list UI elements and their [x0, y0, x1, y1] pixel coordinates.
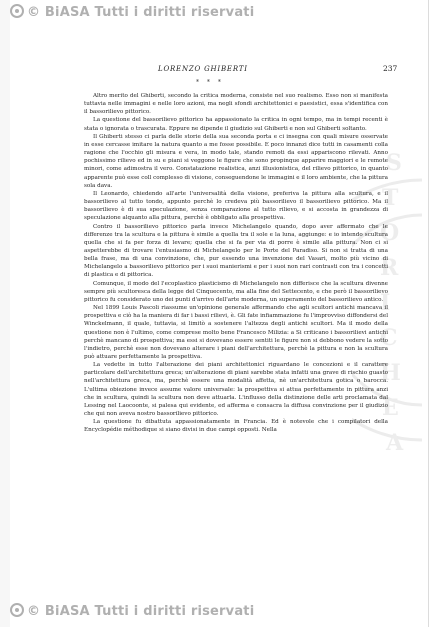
copyright-logo-icon	[10, 4, 24, 18]
svg-text:H: H	[380, 360, 401, 386]
section-separator: * * *	[196, 79, 224, 86]
svg-text:O: O	[380, 220, 400, 246]
copyright-banner-top	[0, 0, 431, 26]
paragraph: La questione del bassorilievo pittorico ha appassionato la critica in ogni tempo, ma in tempi recenti è stata o ignorata o trascurata. Eppure ne dipende il giudizio sul Ghiberti e non sul Ghiberti soltanto.	[84, 117, 388, 132]
svg-text:A: A	[386, 430, 404, 456]
paragraph: La vedette in tutto l'alterazione dei piani architettonici riguardano le concezioni e il carattere particolare dell'architettura greca; un'alterazione di piani sarebbe stata infatti una grave di rischio guasto nell'architettura greca, ma, perchè essere una modalità affetta, nè un'architettura gotica o barocca. L'ultima obiezione invece assume valore universale: la prospettiva si attua perfettamente in pittura anzi che in scultura, quindi la scultura non deve attuarla. L'influsso della distinzione delle arti proclamata dal Lessing nel Laocoonte, si palesa qui evidente, ed afferma e consacra la diffusa convinzione per il giudizio che qui non aveva nostro bassorilievo pittorico.	[84, 362, 388, 418]
paragraph: Contro il bassorilievo pittorico parla invece Michelangelo quando, dopo aver affermato che le differenze tra la scultura e la pittura è simile a quella tra il sole e la luna, aggiunge: e io intendo scultura quella che si fa per forza di levare; quella che si fa per via di porre è simile alla pittura. Non ci si aspetterebbe di trovare l'entusiasmo di Michelangelo per le Porte del Paradiso. Si non si tratta di una bella frase, ma di una convinzione, che, pur essendo una invenzione del Vasari, molto più vicino di Michelangelo a bassorilievo pittorico per i suoi manierismi e per i suoi non rari contrasti con tra i concetti di plastica e di pittorica.	[84, 223, 388, 279]
paragraph: Altro merito del Ghiberti, secondo la critica moderna, consiste nel suo realismo. Esso non si manifesta tuttavia nelle immagini e nelle loro azioni, ma negli sfondi architettonici e paesistici, essa s'identifica con il bassorilievo pittorico.	[84, 93, 388, 116]
body-text	[84, 92, 391, 435]
copyright-text	[10, 603, 254, 619]
copyright-label: © BiASA Tutti i diritti riservati	[27, 604, 255, 619]
copyright-label: © BiASA Tutti i diritti riservati	[27, 5, 255, 20]
copyright-logo-icon	[10, 603, 24, 617]
paragraph: Il Leonardo, chiedendo all'arte l'universalità della visione, preferiva la pittura alla scultura, e il bassorilievo al tutto tondo, appunto perchè lo credeva più bassorilievo il bassorilievo pittorico. Ma il bassorilievo è di sua speculazione, senza comparazione al tutto rilievo, e si accosta in grandezza di speculazione alquanto alla pittura, perchè è obbligato alla prospettiva.	[84, 190, 388, 222]
svg-text:C: C	[380, 325, 398, 351]
paragraph: Il Ghiberti stesso ci parla delle storie della sua seconda porta e ci insegna con quali misure osservate in esse cercasse imitare la natura quanto a me fosse possibile. E poco innanzi dice tutti in casamenti colla ragione che l'occhio gli misura e vera, in modo tale, stando remoti da essi appariscono rilevati. Anno pochissimo rilievo ed in su e piani si veggono le figure che sono propinque apparire maggiori e le remote minori, come adimostra il vero. Constatazione realistica, anzi illusionistica, del rilievo pittorico, in quanto apparente può esse coll complesso di visione, conseguendone le immagini e il loro ambiente, che la pittura sola dava.	[84, 133, 388, 189]
svg-text:T: T	[382, 185, 399, 211]
running-head: LORENZO GHIBERTI	[158, 65, 248, 73]
copyright-banner-bottom	[0, 599, 431, 625]
svg-text:I: I	[380, 290, 391, 316]
svg-text:E: E	[382, 395, 399, 421]
paragraph: Nel 1899 Louis Pascoli riassume un'opinione generale affermando che agli scultori antichi mancava il prospettiva e ciò ha la maniera di far i bassi rilievi, è. Gli fate infiammazione fu l'improvviso diffondersi del Winckelmann, il quale, tuttavia, si limitò a sostenere l'altezza degli antichi scultori. Ma il modo della questione non è l'ultimo, come comprese molto bene Francesco Milizia: a Si criticano i bassorilievi antichi perchè mancano di prospettiva; ma essi si dovevano essere sentiti le figure non si debbono vedere la sotto l'indietro, perchè esse non dovevano alterare i piani dell'architettura, perchè la pittura e non la scultura può attuare perfettamente la prospettiva.	[84, 305, 388, 360]
paragraph: Comunque, il modo del l'ecoplastico plasticismo di Michelangelo non differisce che la scultura divenne sempre più scultoresca della legge del Cinquecento, ma alla fine del Settecento, e che però il bassorilievo pittorico fu considerato uno dei punti d'arrivo dell'arte moderna, un superamento del bassorilievo antico.	[84, 280, 388, 303]
copyright-text	[10, 4, 254, 20]
paragraph: La questione fu dibattuta appassionatamente in Francia. Ed è notevole che i compilatori della Encyclopédie méthodique si siano divisi in due campi opposti. Nella	[84, 419, 388, 434]
page-number: 237	[383, 64, 398, 73]
svg-text:S: S	[386, 150, 402, 176]
page-edge	[428, 0, 429, 627]
svg-text:R: R	[380, 255, 399, 281]
